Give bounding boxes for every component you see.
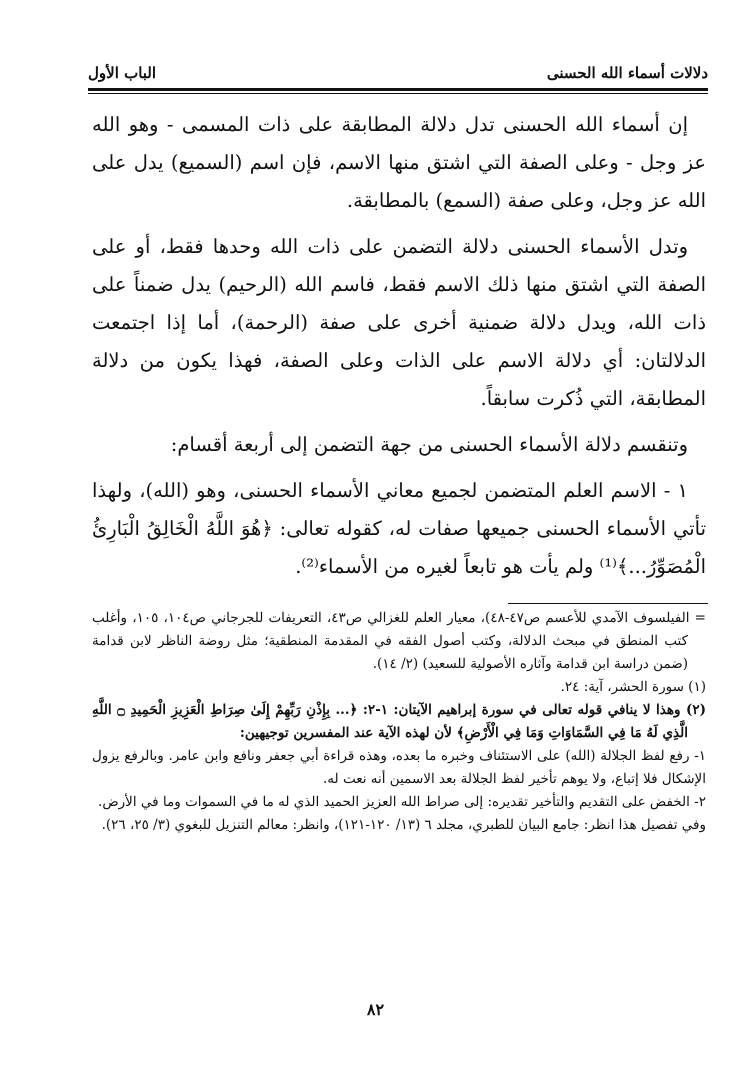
footnote-2-point-2: ٢- الخفض على التقديم والتأخير تقديره: إلى صراط الله العزيز الحميد الذي له ما في السموات وما في الأرض. bbox=[98, 794, 706, 810]
paragraph-1: إن أسماء الله الحسنى تدل دلالة المطابقة على ذات المسمى - وهو الله عز وجل - وعلى الصفة التي اشتق منها الاسم، فإن اسم (السميع) يدل على الله عز وجل، وعلى صفة (السمع) بالمطابقة. bbox=[92, 113, 706, 212]
paragraph-4: ١ - الاسم العلم المتضمن لجميع معاني الأسماء الحسنى، وهو (الله)، ولهذا تأتي الأسماء الحسنى جميعها صفات له، كقوله تعالى: ﴿هُوَ اللَّهُ الْخَالِقُ الْبَارِئُ الْمُصَوِّرُ...﴾⁽¹⁾ ولم يأت هو تابعاً لغيره من الأسماء⁽²⁾. bbox=[92, 479, 706, 578]
footnote-2: (٢) وهذا لا ينافي قوله تعالى في سورة إبراهيم الآيتان: ١-٢: ﴿... بِإِذْنِ رَبِّهِمْ إِلَىٰ صِرَاطِ الْعَزِيزِ الْحَمِيدِ ۝ اللَّهِ الَّذِي لَهُ مَا فِي السَّمَاوَاتِ وَمَا فِي الْأَرْضِ﴾ لأن لهذه الآية عند المفسرين توجيهين: bbox=[92, 702, 706, 741]
footnotes bbox=[92, 607, 706, 837]
footnote-1: (١) سورة الحشر، آية: ٢٤. bbox=[560, 679, 706, 695]
footnote-continuation: = الفيلسوف الآمدي للأعسم ص٤٧-٤٨)، معيار العلم للغزالي ص٤٣، التعريفات للجرجاني ص١٠٤، ١٠٥، وأغلب كتب المنطق في مبحث الدلالة، وكتب أصول الفقه في المقدمة المنطقية؛ مثل روضة الناظر لابن قدامة (ضمن دراسة ابن قدامة وآثاره الأصولية للسعيد) (٢/ ١٤). bbox=[92, 610, 706, 672]
footnote-2-point-1: ١- رفع لفظ الجلالة (الله) على الاستئناف وخبره ما بعده، وهذه قراءة أبي جعفر ونافع وابن عامر. وبالرفع يزول الإشكال فلا إتباع، ولا يوهم تأخير لفظ الجلالة بعد الاسمين أنه نعت له. bbox=[92, 748, 706, 787]
running-header bbox=[88, 58, 708, 86]
book-title: دلالات أسماء الله الحسنى bbox=[546, 64, 708, 82]
footnote-separator bbox=[508, 603, 708, 604]
footnote-2-reference: وفي تفصيل هذا انظر: جامع البيان للطبري، مجلد ٦ (١٣/ ١٢٠-١٢١)، وانظر: معالم التنزيل للبغوي (٣/ ٢٥، ٢٦). bbox=[101, 817, 706, 833]
chapter-title: الباب الأول bbox=[88, 64, 157, 82]
main-text bbox=[92, 106, 706, 594]
header-rule-thick bbox=[88, 88, 708, 91]
paragraph-2: وتدل الأسماء الحسنى دلالة التضمن على ذات الله وحدها فقط، أو على الصفة التي اشتق منها ذلك الاسم فقط، فاسم الله (الرحيم) يدل ضمناً على ذات الله، ويدل دلالة ضمنية أخرى على صفة (الرحمة)، أما إذا اجتمعت الدلالتان: أي دلالة الاسم على الذات وعلى الصفة، فهذا يكون من دلالة المطابقة، التي ذُكرت سابقاً. bbox=[92, 235, 706, 410]
paragraph-3: وتنقسم دلالة الأسماء الحسنى من جهة التضمن إلى أربعة أقسام: bbox=[170, 433, 688, 456]
page-number: ٨٢ bbox=[366, 1000, 385, 1019]
header-rule-thin bbox=[88, 93, 708, 94]
